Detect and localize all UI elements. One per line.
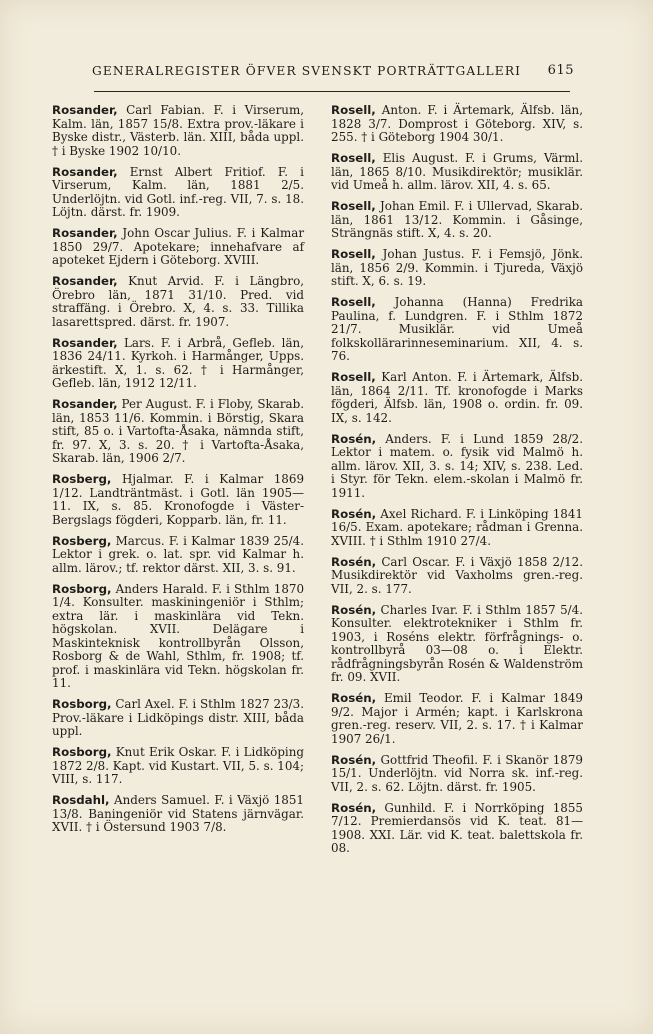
entry-text: Johanna (Hanna) Fredrika Paulina, f. Lundgren. F. i Sthlm 1872 21/7. Musiklär. vid Umeå folkskollärarinneseminarium. XII, 4. s. 76. — [331, 295, 583, 363]
running-header — [92, 64, 574, 78]
entry-surname: Rosdahl, — [52, 793, 110, 807]
register-entry — [331, 692, 583, 746]
entry-surname: Rosander, — [52, 103, 118, 117]
entry-text: Carl Fabian. F. i Virserum, Kalm. län, 1857 15/8. Extra prov.-läkare i Byske distr., Västerb. län. XIII, båda uppl. † i Byske 1902 10/10. — [52, 103, 304, 158]
register-entry — [331, 371, 583, 425]
entry-text: Carl Axel. F. i Sthlm 1827 23/3. Prov.-läkare i Lidköpings distr. XIII, båda uppl. — [52, 697, 304, 738]
register-entry — [52, 473, 304, 527]
register-entry — [52, 746, 304, 787]
entry-surname: Rosberg, — [52, 472, 112, 486]
entry-text: Marcus. F. i Kalmar 1839 25/4. Lektor i grek. o. lat. spr. vid Kalmar h. allm. lärov.; tf. rektor därst. XII, 3. s. 91. — [52, 533, 305, 575]
entry-surname: Rosén, — [331, 554, 377, 569]
register-entry — [331, 556, 583, 597]
entry-text: Ernst Albert Fritiof. F. i Virserum, Kalm. län, 1881 2/5. Underlöjtn. vid Gotl. inf.-reg. VII, 7. s. 18. Löjtn. därst. fr. 1909. — [52, 164, 304, 219]
register-entry — [331, 754, 583, 795]
entry-text: Anton. F. i Ärtemark, Älfsb. län, 1828 3/7. Domprost i Göteborg. XIV, s. 255. † i Göteborg 1904 30/1. — [331, 103, 583, 144]
register-entry — [52, 535, 304, 576]
header-title: GENERALREGISTER ÖFVER SVENSKT PORTRÄTTGALLERI — [92, 64, 522, 78]
register-entry — [331, 152, 583, 193]
right-column — [331, 104, 583, 863]
entry-surname: Rosander, — [52, 164, 118, 179]
entry-surname: Rosén, — [331, 431, 377, 446]
entry-text: Hjalmar. F. i Kalmar 1869 1/12. Landträntmäst. i Gotl. län 1905—11. IX, s. 85. Kronofogde i Väster-Bergslags fögderi, Kopparb. län, fr. 11. — [52, 472, 305, 527]
entry-surname: Rosander, — [52, 274, 118, 288]
register-entry — [52, 166, 304, 220]
entry-surname: Rosén, — [331, 800, 377, 815]
entry-surname: Rosell, — [331, 295, 376, 309]
entry-surname: Rosén, — [331, 506, 377, 521]
register-entry — [331, 200, 583, 241]
entry-surname: Rosborg, — [52, 581, 112, 596]
entry-surname: Rosander, — [52, 226, 118, 240]
entry-surname: Rosell, — [331, 247, 376, 261]
entry-text: Elis August. F. i Grums, Värml. län, 1865 8/10. Musikdirektör; musiklär. vid Umeå h. allm. lärov. XII, 4. s. 65. — [331, 151, 583, 192]
entry-surname: Rosborg, — [52, 745, 112, 759]
left-column — [52, 104, 304, 842]
entry-surname: Rosander, — [52, 335, 118, 350]
register-entry — [331, 248, 583, 289]
entry-text: Johan Emil. F. i Ullervad, Skarab. län, 1861 13/12. Kommin. i Gåsinge, Strängnäs stift. X, 4. s. 20. — [331, 199, 584, 240]
entry-surname: Rosell, — [331, 370, 376, 384]
entry-text: Axel Richard. F. i Linköping 1841 16/5. Exam. apotekare; rådman i Grenna. XVIII. † i Sthlm 1910 27/4. — [331, 506, 584, 548]
entry-text: Emil Teodor. F. i Kalmar 1849 9/2. Major i Armén; kapt. i Karlskrona gren.-reg. reserv. VII, 2. s. 17. † i Kalmar 1907 26/1. — [331, 691, 583, 746]
page-number: 615 — [547, 63, 574, 78]
entry-text: Knut Arvid. F. i Längbro, Örebro län, 1871 31/10. Pred. vid straffäng. i Örebro. X, 4. s. 33. Tillika lasarettspred. därst. fr. 1907. — [52, 274, 305, 329]
entry-text: John Oscar Julius. F. i Kalmar 1850 29/7. Apotekare; innehafvare af apoteket Ejdern i Göteborg. XVIII. — [52, 226, 305, 267]
register-entry — [331, 802, 583, 856]
entry-text: Carl Oscar. F. i Växjö 1858 2/12. Musikdirektör vid Vaxholms gren.-reg. VII, 2. s. 177. — [331, 554, 583, 596]
entry-text: Johan Justus. F. i Femsjö, Jönk. län, 1856 2/9. Kommin. i Tjureda, Växjö stift. X, 6. s. 19. — [331, 247, 583, 288]
entry-text: Charles Ivar. F. i Sthlm 1857 5/4. Konsulter. elektrotekniker i Sthlm fr. 1903, i Roséns elektr. förfrågnings- o. kontrollbyrå 03—08 o. i Elektr. rådfrågningsbyrån Rosén & Waldenström fr. 09. XVII. — [331, 602, 583, 684]
entry-text: Per August. F. i Floby, Skarab. län, 1853 11/6. Kommin. i Börstig, Skara stift, 85 o. i Vartofta-Åsaka, nämnda stift, fr. 97. X, 3. s. 20. † i Vartofta-Åsaka, Skarab. län, 1906 2/7. — [52, 397, 304, 465]
header-rule — [94, 91, 570, 92]
entry-surname: Rosén, — [331, 752, 377, 767]
register-entry — [52, 275, 304, 329]
entry-surname: Rosborg, — [52, 697, 112, 711]
register-entry — [331, 296, 583, 364]
register-entry — [331, 104, 583, 145]
entry-surname: Rosell, — [331, 199, 376, 213]
entry-text: Gottfrid Theofil. F. i Skanör 1879 15/1. Underlöjtn. vid Norra sk. inf.-reg. VII, 2. s. 62. Löjtn. därst. fr. 1905. — [331, 752, 583, 794]
entry-surname: Rosén, — [331, 691, 377, 705]
entry-text: Anders Samuel. F. i Växjö 1851 13/8. Baningeniör vid Statens järnvägar. XVII. † i Östersund 1903 7/8. — [52, 793, 304, 834]
register-entry — [52, 794, 304, 835]
entry-surname: Rosberg, — [52, 533, 112, 548]
register-entry — [331, 508, 583, 549]
entry-surname: Rosén, — [331, 602, 377, 617]
register-entry — [52, 583, 304, 691]
entry-text: Anders. F. i Lund 1859 28/2. Lektor i matem. o. fysik vid Malmö h. allm. lärov. XII, 3. s. 14; XIV, s. 238. Led. i Styr. för Tekn. elem.-skolan i Malmö fr. 1911. — [331, 431, 584, 500]
register-entry — [52, 227, 304, 268]
register-entry — [52, 398, 304, 466]
entry-surname: Rosell, — [331, 151, 376, 165]
register-entry — [52, 337, 304, 391]
entry-surname: Rosell, — [331, 103, 376, 117]
entry-text: Lars. F. i Arbrå, Gefleb. län, 1836 24/11. Kyrkoh. i Harmånger, Upps. ärkestift. X, 1. s. 62. † i Harmånger, Gefleb. län, 1912 12/11. — [52, 335, 305, 390]
register-entry — [331, 604, 583, 685]
register-entry — [331, 433, 583, 501]
entry-text: Karl Anton. F. i Ärtemark, Älfsb. län, 1864 2/11. Tf. kronofogde i Marks fögderi, Älfsb. län, 1908 o. ordin. fr. 09. IX, s. 142. — [331, 370, 583, 425]
register-entry — [52, 698, 304, 739]
register-entry — [52, 104, 304, 158]
entry-text: Anders Harald. F. i Sthlm 1870 1/4. Konsulter. maskiningeniör i Sthlm; extra lär. i maskinlära vid Tekn. högskolan. XVII. Delägare i Maskinteknisk kontrollbyrån Olsson, Rosborg & de Wahl, Sthlm, fr. 1908; tf. prof. i maskinlära vid Tekn. högskolan fr. 11. — [52, 581, 305, 690]
entry-text: Gunhild. F. i Norrköping 1855 7/12. Premierdansös vid K. teat. 81—1908. XXI. Lär. vid K. teat. balettskola fr. 08. — [331, 800, 584, 855]
entry-text: Knut Erik Oskar. F. i Lidköping 1872 2/8. Kapt. vid Kustart. VII, 5. s. 104; VIII, s. 117. — [52, 745, 304, 786]
entry-surname: Rosander, — [52, 397, 118, 411]
